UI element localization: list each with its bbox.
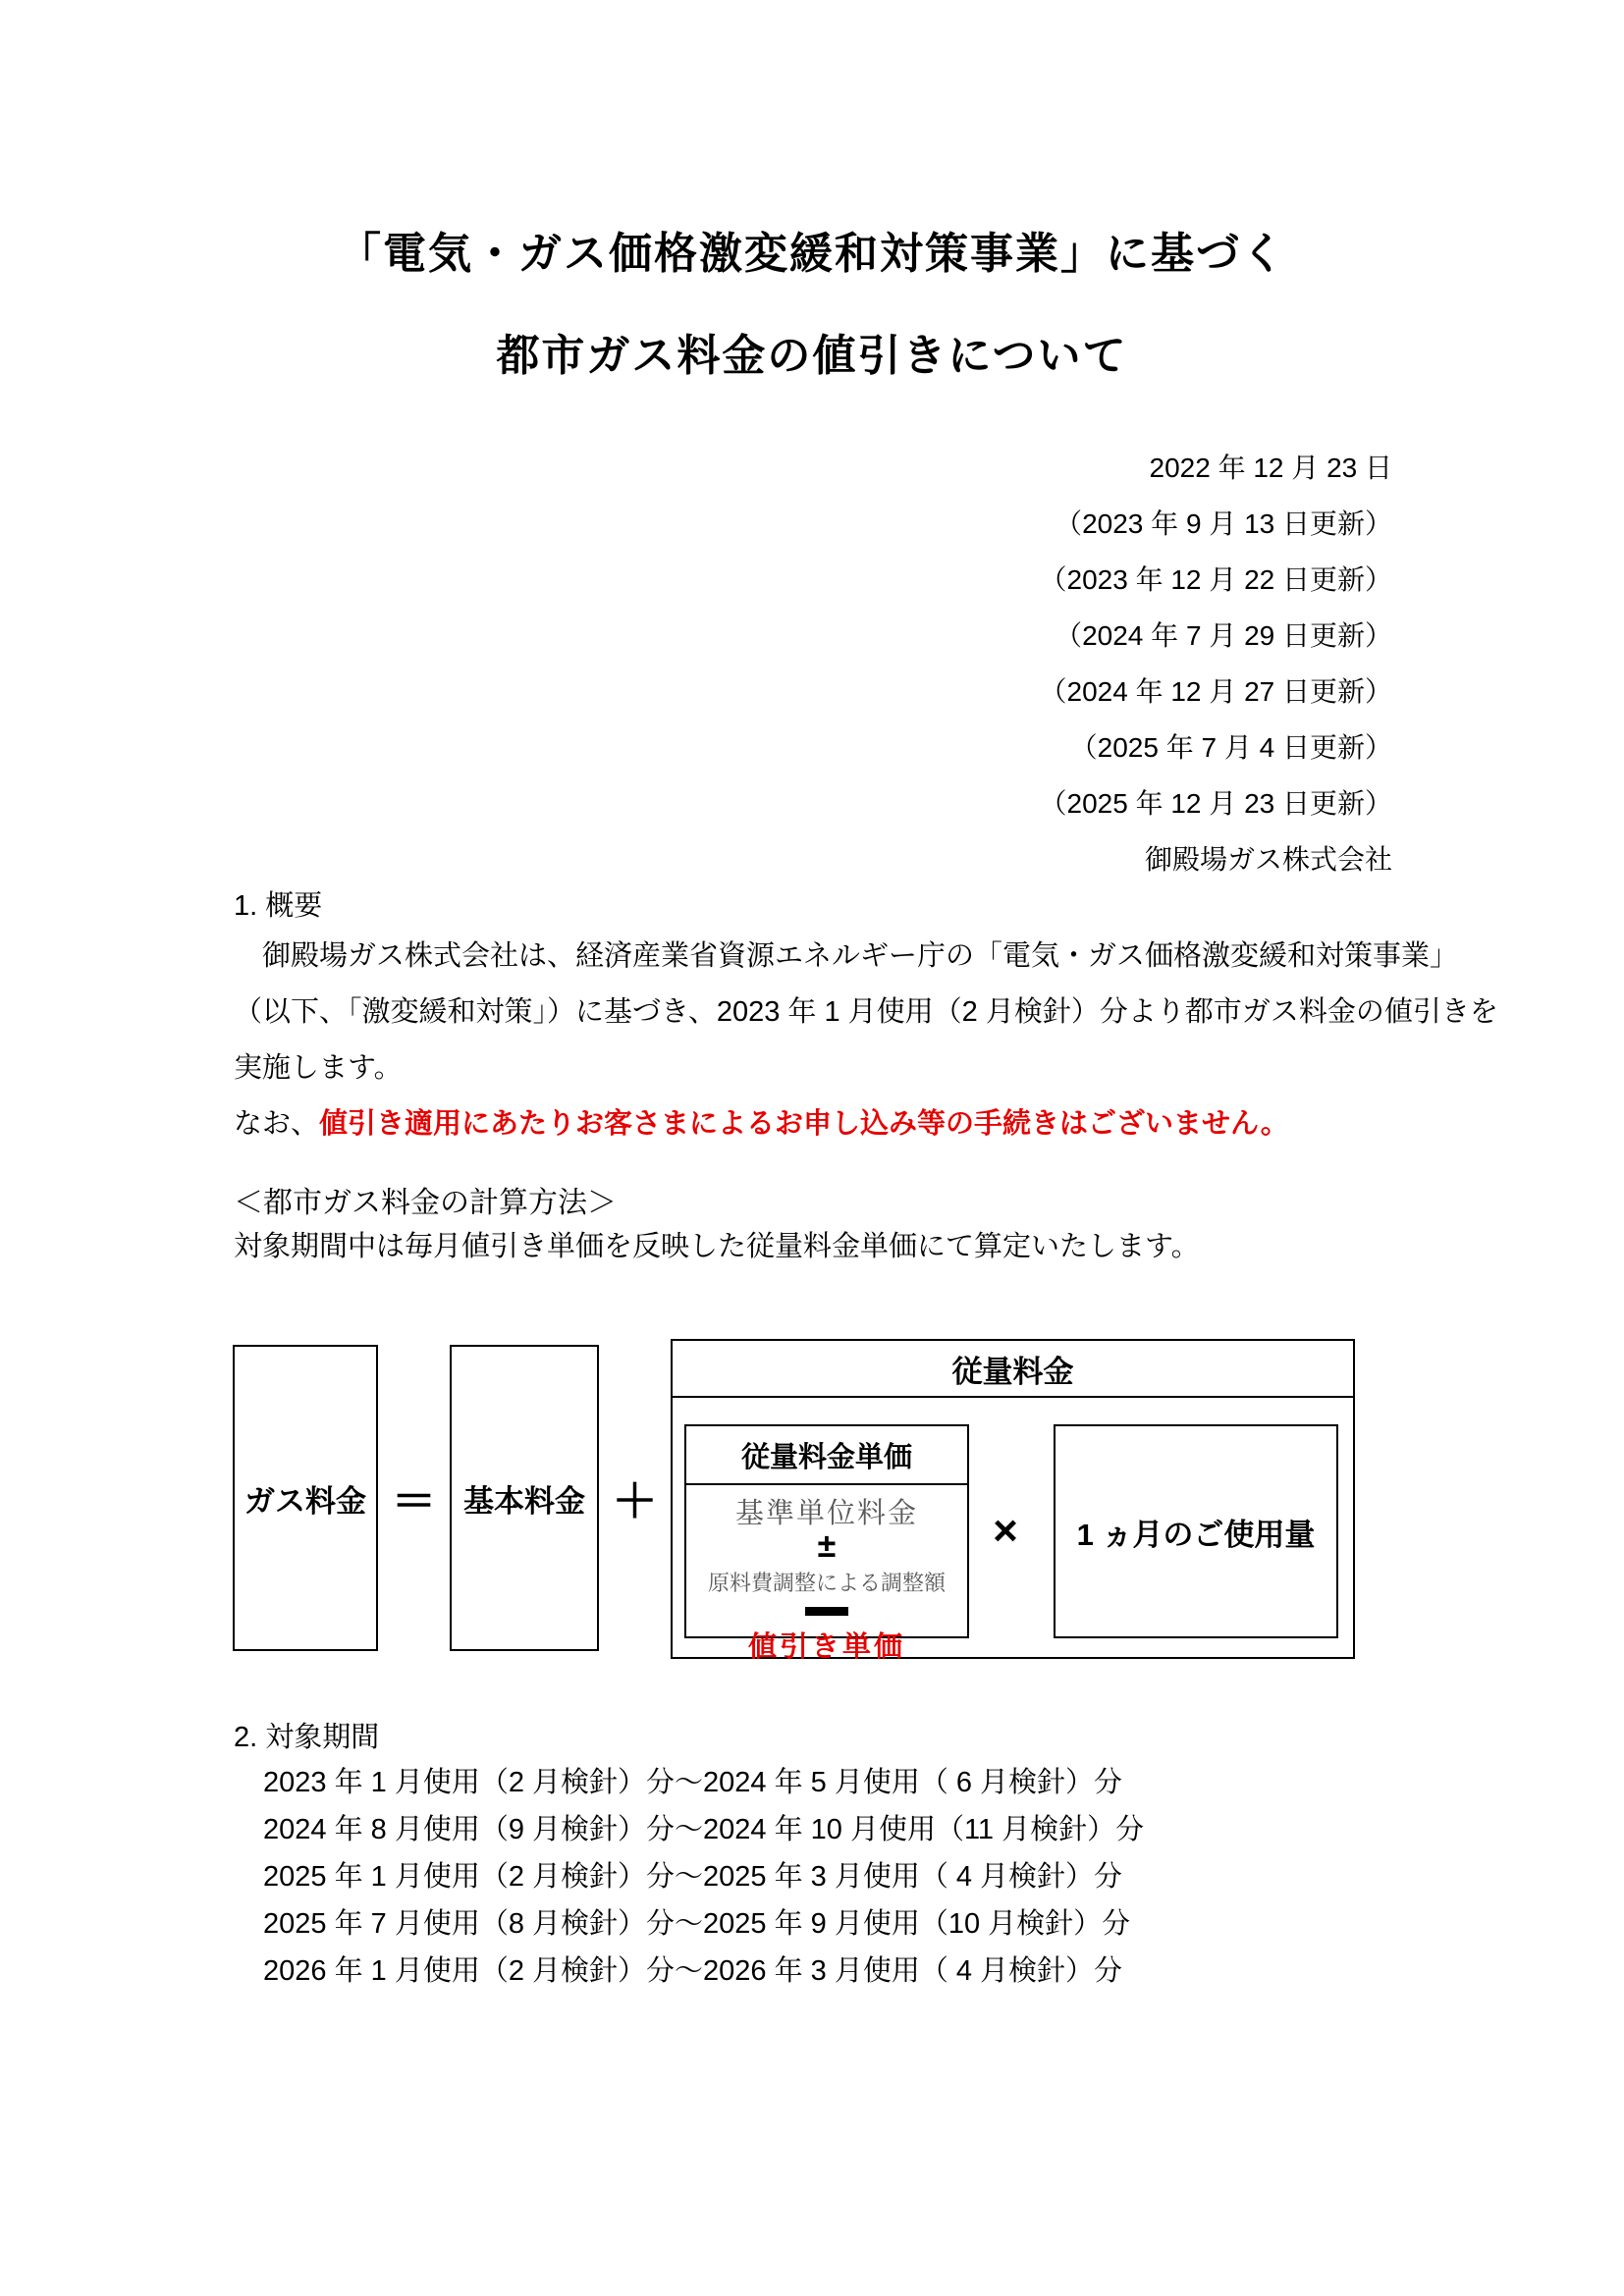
multiply-symbol: × xyxy=(993,1507,1018,1555)
section-heading-period: 2. 対象期間 xyxy=(234,1722,380,1753)
update-date: （2024 年 7 月 29 日更新） xyxy=(1055,620,1392,651)
document-title-line1: 「電気・ガス価格激変緩和対策事業」に基づく xyxy=(338,230,1286,278)
period-item: 2023 年 1 月使用（2 月検針）分～2024 年 5 月使用（ 6 月検針）分 xyxy=(263,1767,1123,1798)
diagram-box-basic-fee: 基本料金 xyxy=(450,1345,599,1651)
minus-icon xyxy=(805,1607,848,1616)
document-title-line2: 都市ガス料金の値引きについて xyxy=(496,332,1128,380)
section-heading-overview: 1. 概要 xyxy=(234,890,323,922)
section-heading-calculation: ＜都市ガス料金の計算方法＞ xyxy=(234,1187,617,1219)
update-date: （2025 年 7 月 4 日更新） xyxy=(1069,732,1392,763)
update-date: （2023 年 9 月 13 日更新） xyxy=(1055,508,1392,539)
issued-date: 2022 年 12 月 23 日 xyxy=(1149,453,1392,483)
update-date: （2023 年 12 月 22 日更新） xyxy=(1039,564,1392,595)
volume-unit-price-header: 従量料金単価 xyxy=(686,1426,967,1485)
revision-date-block xyxy=(1040,440,1392,887)
plus-symbol: ＋ xyxy=(612,1475,658,1526)
diagram-box-volume-unit-price xyxy=(684,1424,969,1663)
overview-note-line xyxy=(234,1096,1408,1152)
company-name: 御殿場ガス株式会社 xyxy=(1144,844,1392,875)
raw-material-adjustment-label: 原料費調整による調整額 xyxy=(707,1571,946,1595)
base-unit-price-label: 基準単位料金 xyxy=(734,1498,918,1529)
update-date: （2025 年 12 月 23 日更新） xyxy=(1039,788,1392,819)
diagram-box-volume-fee xyxy=(671,1339,1355,1663)
overview-line: 御殿場ガス株式会社は、経済産業省資源エネルギー庁の「電気・ガス価格激変緩和対策事業」 xyxy=(234,940,1459,972)
overview-note-emphasis: 値引き適用にあたりお客さまによるお申し込み等の手続きはございません。 xyxy=(319,1108,1289,1140)
overview-line: （以下、「激変緩和対策」）に基づき、2023 年 1 月使用（2 月検針）分より都市ガス料金の値引きを xyxy=(234,996,1498,1028)
overview-line: 実施します。 xyxy=(234,1052,403,1084)
volume-fee-header: 従量料金 xyxy=(673,1341,1353,1398)
discount-unit-price-label: 値引き単価 xyxy=(747,1631,905,1663)
period-item: 2024 年 8 月使用（9 月検針）分～2024 年 10 月使用（11 月検針）分 xyxy=(263,1814,1145,1845)
volume-unit-price-body xyxy=(686,1485,967,1665)
period-item: 2025 年 7 月使用（8 月検針）分～2025 年 9 月使用（10 月検針）分 xyxy=(263,1908,1131,1940)
calculation-description: 対象期間中は毎月値引き単価を反映した従量料金単価にて算定いたします。 xyxy=(234,1231,1200,1262)
diagram-box-monthly-usage: 1 ヵ月のご使用量 xyxy=(1054,1424,1338,1638)
volume-fee-body xyxy=(673,1398,1353,1663)
diagram-box-gas-fee: ガス料金 xyxy=(233,1345,378,1651)
period-list xyxy=(263,1759,1144,1995)
overview-paragraph xyxy=(234,929,1498,1152)
period-item: 2025 年 1 月使用（2 月検針）分～2025 年 3 月使用（ 4 月検針）分 xyxy=(263,1861,1123,1893)
update-date: （2024 年 12 月 27 日更新） xyxy=(1039,676,1392,707)
plus-minus-icon: ± xyxy=(817,1527,837,1565)
period-item: 2026 年 1 月使用（2 月検針）分～2026 年 3 月使用（ 4 月検針）分 xyxy=(263,1955,1123,1987)
equals-symbol: ＝ xyxy=(391,1475,437,1526)
overview-note-prefix: なお、 xyxy=(234,1108,320,1140)
